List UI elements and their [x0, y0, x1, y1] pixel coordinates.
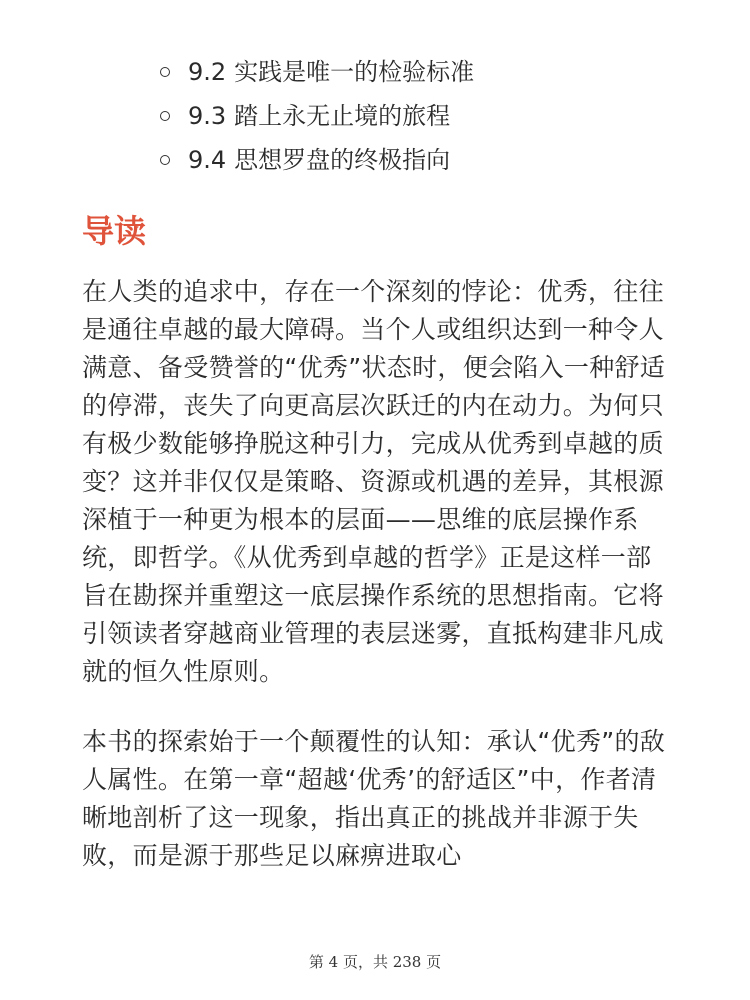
- toc-item-number: 9.2: [188, 58, 227, 86]
- toc-item-number: 9.3: [188, 102, 227, 130]
- toc-item-number: 9.4: [188, 146, 227, 174]
- page-number-footer: 第 4 页，共 238 页: [308, 953, 442, 971]
- circle-bullet-icon: [160, 111, 170, 121]
- circle-bullet-icon: [160, 67, 170, 77]
- toc-item[interactable]: [160, 94, 474, 138]
- toc-item[interactable]: [160, 138, 474, 182]
- circle-bullet-icon: [160, 155, 170, 165]
- toc-item-title: 思想罗盘的终极指向: [234, 146, 451, 174]
- toc-list: [160, 50, 474, 182]
- section-heading: 导读: [82, 212, 147, 250]
- intro-paragraph-1: 在人类的追求中，存在一个深刻的悖论：优秀，往往是通往卓越的最大障碍。当个人或组织达到一种令人满意、备受赞誉的“优秀”状态时，便会陷入一种舒适的停滞，丧失了向更高层次跃迁的内在动力。为何只有极少数能够挣脱这种引力，完成从优秀到卓越的质变？这并非仅仅是策略、资源或机遇的差异，其根源深植于一种更为根本的层面——思维的底层操作系统，即哲学。《从优秀到卓越的哲学》正是这样一部旨在勘探并重塑这一底层操作系统的思想指南。它将引领读者穿越商业管理的表层迷雾，直抵构建非凡成就的恒久性原则。: [82, 277, 666, 686]
- toc-item-title: 踏上永无止境的旅程: [234, 102, 451, 130]
- intro-paragraph-2: 本书的探索始于一个颠覆性的认知：承认“优秀”的敌人属性。在第一章“超越‘优秀’的舒适区”中，作者清晰地剖析了这一现象，指出真正的挑战并非源于失败，而是源于那些足以麻痹进取心: [82, 727, 666, 870]
- toc-item-title: 实践是唯一的检验标准: [234, 58, 475, 86]
- toc-item[interactable]: [160, 50, 474, 94]
